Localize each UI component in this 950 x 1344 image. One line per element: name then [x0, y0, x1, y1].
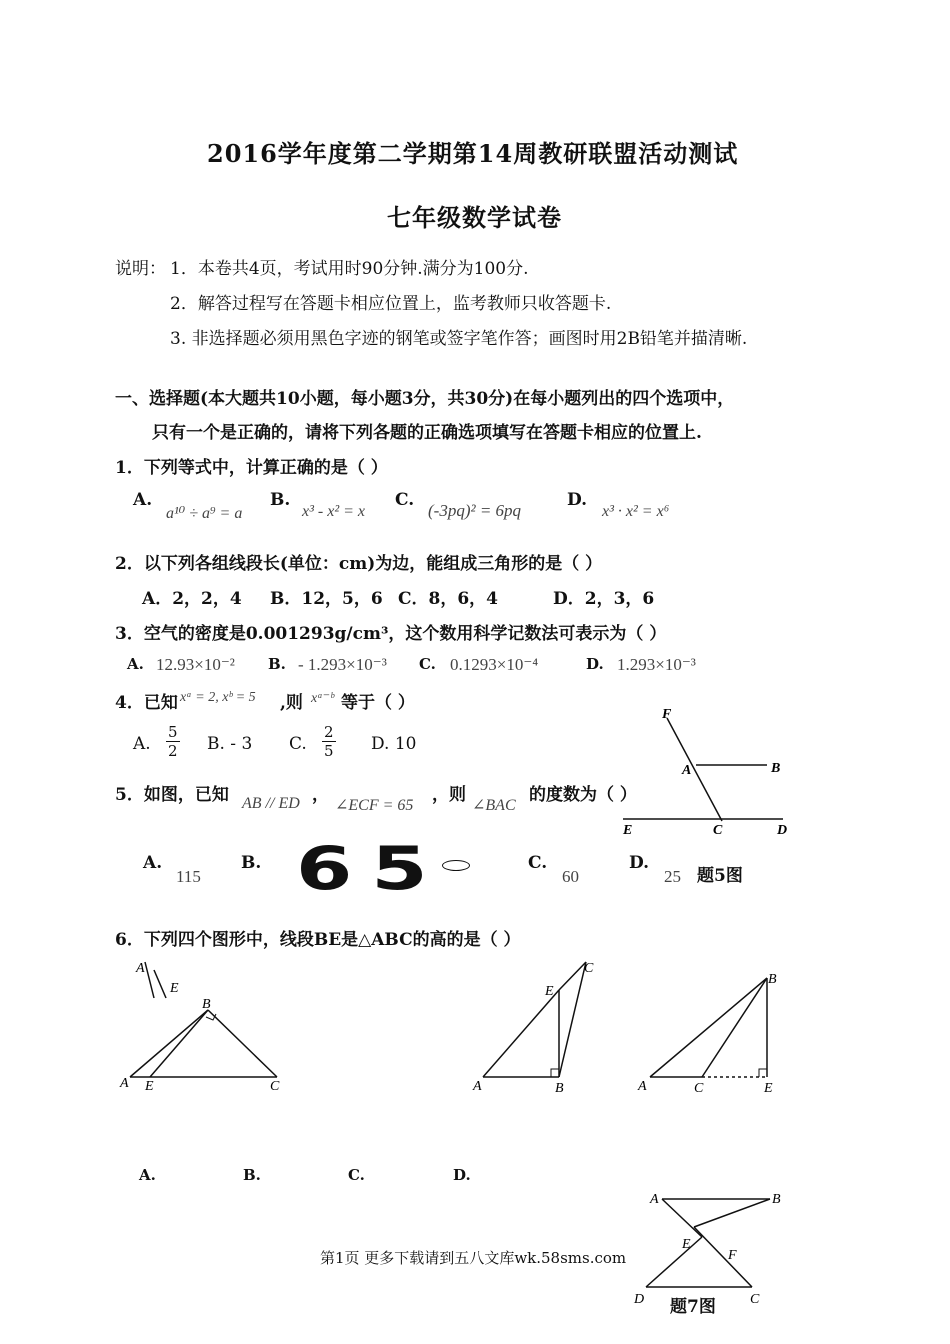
instructions-label: 说明： [115, 259, 166, 279]
q6-label-c: C. [348, 1166, 365, 1184]
q7-figure-caption: 题7图 [670, 1297, 716, 1317]
q5-stem-prefix: 5．如图，已知 [115, 785, 229, 805]
svg-text:E: E [764, 1081, 773, 1096]
svg-text:A: A [638, 1079, 647, 1094]
q4-stem-prefix: 4．已知 [115, 693, 178, 713]
q2-option-d: D．2，3，6 [553, 589, 655, 609]
svg-text:E: E [170, 981, 179, 996]
q5-label-d: D. [629, 853, 650, 873]
q5-figure [615, 700, 795, 842]
svg-text:C: C [694, 1081, 704, 1096]
q2-option-c: C．8，6，4 [398, 589, 499, 609]
q2-option-b: B．12，5，6 [270, 589, 383, 609]
svg-text:A: A [120, 1076, 129, 1091]
svg-text:C: C [584, 961, 594, 976]
svg-text:C: C [750, 1292, 760, 1307]
q5-option-b: 65 [296, 834, 447, 904]
svg-text:F: F [728, 1248, 737, 1263]
q5-option-a: 115 [176, 867, 201, 886]
q2-option-a: A．2，2，4 [142, 589, 242, 609]
q6-label-a: A. [139, 1166, 156, 1184]
q4-stem-suffix: 等于（ ） [341, 693, 415, 713]
q5-fig-label-b: B [771, 761, 781, 776]
q6-figures [110, 950, 790, 1110]
svg-text:E: E [682, 1237, 691, 1252]
q1-label-c: C. [395, 490, 415, 510]
q4-label-c: C. [289, 734, 307, 754]
section1-heading-line2: 只有一个是正确的，请将下列各题的正确选项填写在答题卡相应的位置上. [152, 423, 702, 443]
instruction-item-3: 3. 非选择题必须用黑色字迹的钢笔或签字笔作答；画图时用2B铅笔并描清晰. [170, 329, 748, 349]
q4-option-c-denominator: 5 [324, 742, 334, 760]
q3-label-d: D. [586, 655, 604, 673]
q6-figure-c [637, 972, 777, 1096]
q5-then: ，则 [432, 785, 466, 805]
svg-text:B: B [202, 997, 211, 1012]
q4-expr: xᵃ⁻ᵇ [311, 691, 334, 706]
q4-option-c-fraction [322, 723, 336, 760]
instruction-item-2: 2．解答过程写在答题卡相应位置上，监考教师只收答题卡. [170, 294, 612, 314]
q5-option-c: 60 [562, 867, 579, 886]
q5-condition-1: AB // ED [242, 795, 300, 812]
q1-option-d: x³ · x² = x⁶ [602, 503, 670, 520]
q4-option-a-denominator: 2 [168, 742, 178, 760]
q1-option-c: (-3pq)² = 6pq [428, 501, 522, 520]
q1-stem: 1．下列等式中，计算正确的是（ ） [115, 458, 388, 478]
svg-text:A: A [650, 1192, 659, 1207]
svg-text:E: E [545, 984, 554, 999]
svg-text:E: E [145, 1079, 154, 1094]
q1-label-d: D. [567, 490, 588, 510]
q5-label-a: A. [143, 853, 163, 873]
q6-stem: 6．下列四个图形中，线段BE是△ABC的高的是（ ） [115, 930, 521, 950]
q5-comma: ， [312, 785, 329, 805]
svg-text:B: B [772, 1192, 781, 1207]
q1-option-b: x³ - x² = x [302, 503, 366, 520]
q4-option-a-numerator: 5 [168, 723, 178, 741]
q1-option-a: a¹⁰ ÷ a⁹ = a [166, 505, 243, 522]
q3-option-d: 1.293×10⁻³ [617, 655, 696, 674]
q5-label-b: B. [241, 853, 262, 873]
q5-label-c: C. [528, 853, 548, 873]
instruction-item-1: 1．本卷共4页，考试用时90分钟.满分为100分. [170, 259, 529, 279]
q1-label-b: B. [270, 490, 291, 510]
q6-label-d: D. [453, 1166, 471, 1184]
q4-option-c-numerator: 2 [324, 723, 334, 741]
q3-label-c: C. [419, 655, 436, 673]
q5-figure-caption: 题5图 [697, 866, 743, 886]
q3-label-b: B. [268, 655, 286, 673]
q5-fig-label-a: A [682, 763, 692, 778]
q3-option-c: 0.1293×10⁻⁴ [450, 655, 539, 674]
svg-text:A: A [136, 961, 145, 976]
q6-figure-a [119, 961, 280, 1094]
q5-option-d: 25 [664, 867, 681, 886]
q4-option-a-fraction [166, 723, 180, 760]
q3-option-b: - 1.293×10⁻³ [298, 655, 387, 674]
section1-heading-line1: 一、选择题(本大题共10小题，每小题3分，共30分)在每小题列出的四个选项中， [115, 389, 735, 409]
page-footer: 第1页 更多下载请到五八文库wk.58sms.com [320, 1249, 627, 1267]
q5-fig-label-e: E [623, 823, 633, 838]
svg-text:B: B [555, 1081, 564, 1096]
svg-text:A: A [473, 1079, 482, 1094]
q5-fig-label-d: D [777, 823, 788, 838]
q6-figure-b [472, 961, 594, 1096]
q4-condition: xᵃ = 2, xᵇ = 5 [180, 690, 256, 705]
page-subtitle: 七年级数学试卷 [387, 203, 562, 232]
q4-stem-mid: ,则 [280, 693, 303, 713]
q6-label-b: B. [243, 1166, 261, 1184]
q3-stem: 3．空气的密度是0.001293g/cm³，这个数用科学记数法可表示为（ ） [115, 624, 667, 644]
q5-condition-2: ∠ECF = 65 [335, 797, 414, 814]
q5-target-angle: ∠BAC [472, 797, 516, 814]
svg-text:D: D [634, 1292, 645, 1307]
q3-label-a: A. [127, 655, 144, 673]
q5-stem-suffix: 的度数为（ ） [529, 785, 637, 805]
q5-option-b-degree-icon [442, 860, 470, 871]
q5-fig-label-c: C [713, 823, 723, 838]
q4-option-d: D. 10 [371, 734, 417, 754]
page-title: 2016学年度第二学期第14周教研联盟活动测试 [207, 139, 739, 168]
q5-fig-label-f: F [662, 707, 672, 722]
svg-text:C: C [270, 1079, 280, 1094]
q1-label-a: A. [133, 490, 153, 510]
q4-label-a: A. [133, 734, 151, 754]
q3-option-a: 12.93×10⁻² [156, 655, 235, 674]
q2-stem: 2．以下列各组线段长(单位：cm)为边，能组成三角形的是（ ） [115, 554, 603, 574]
q4-option-b: B. - 3 [207, 734, 253, 754]
svg-text:B: B [768, 972, 777, 987]
